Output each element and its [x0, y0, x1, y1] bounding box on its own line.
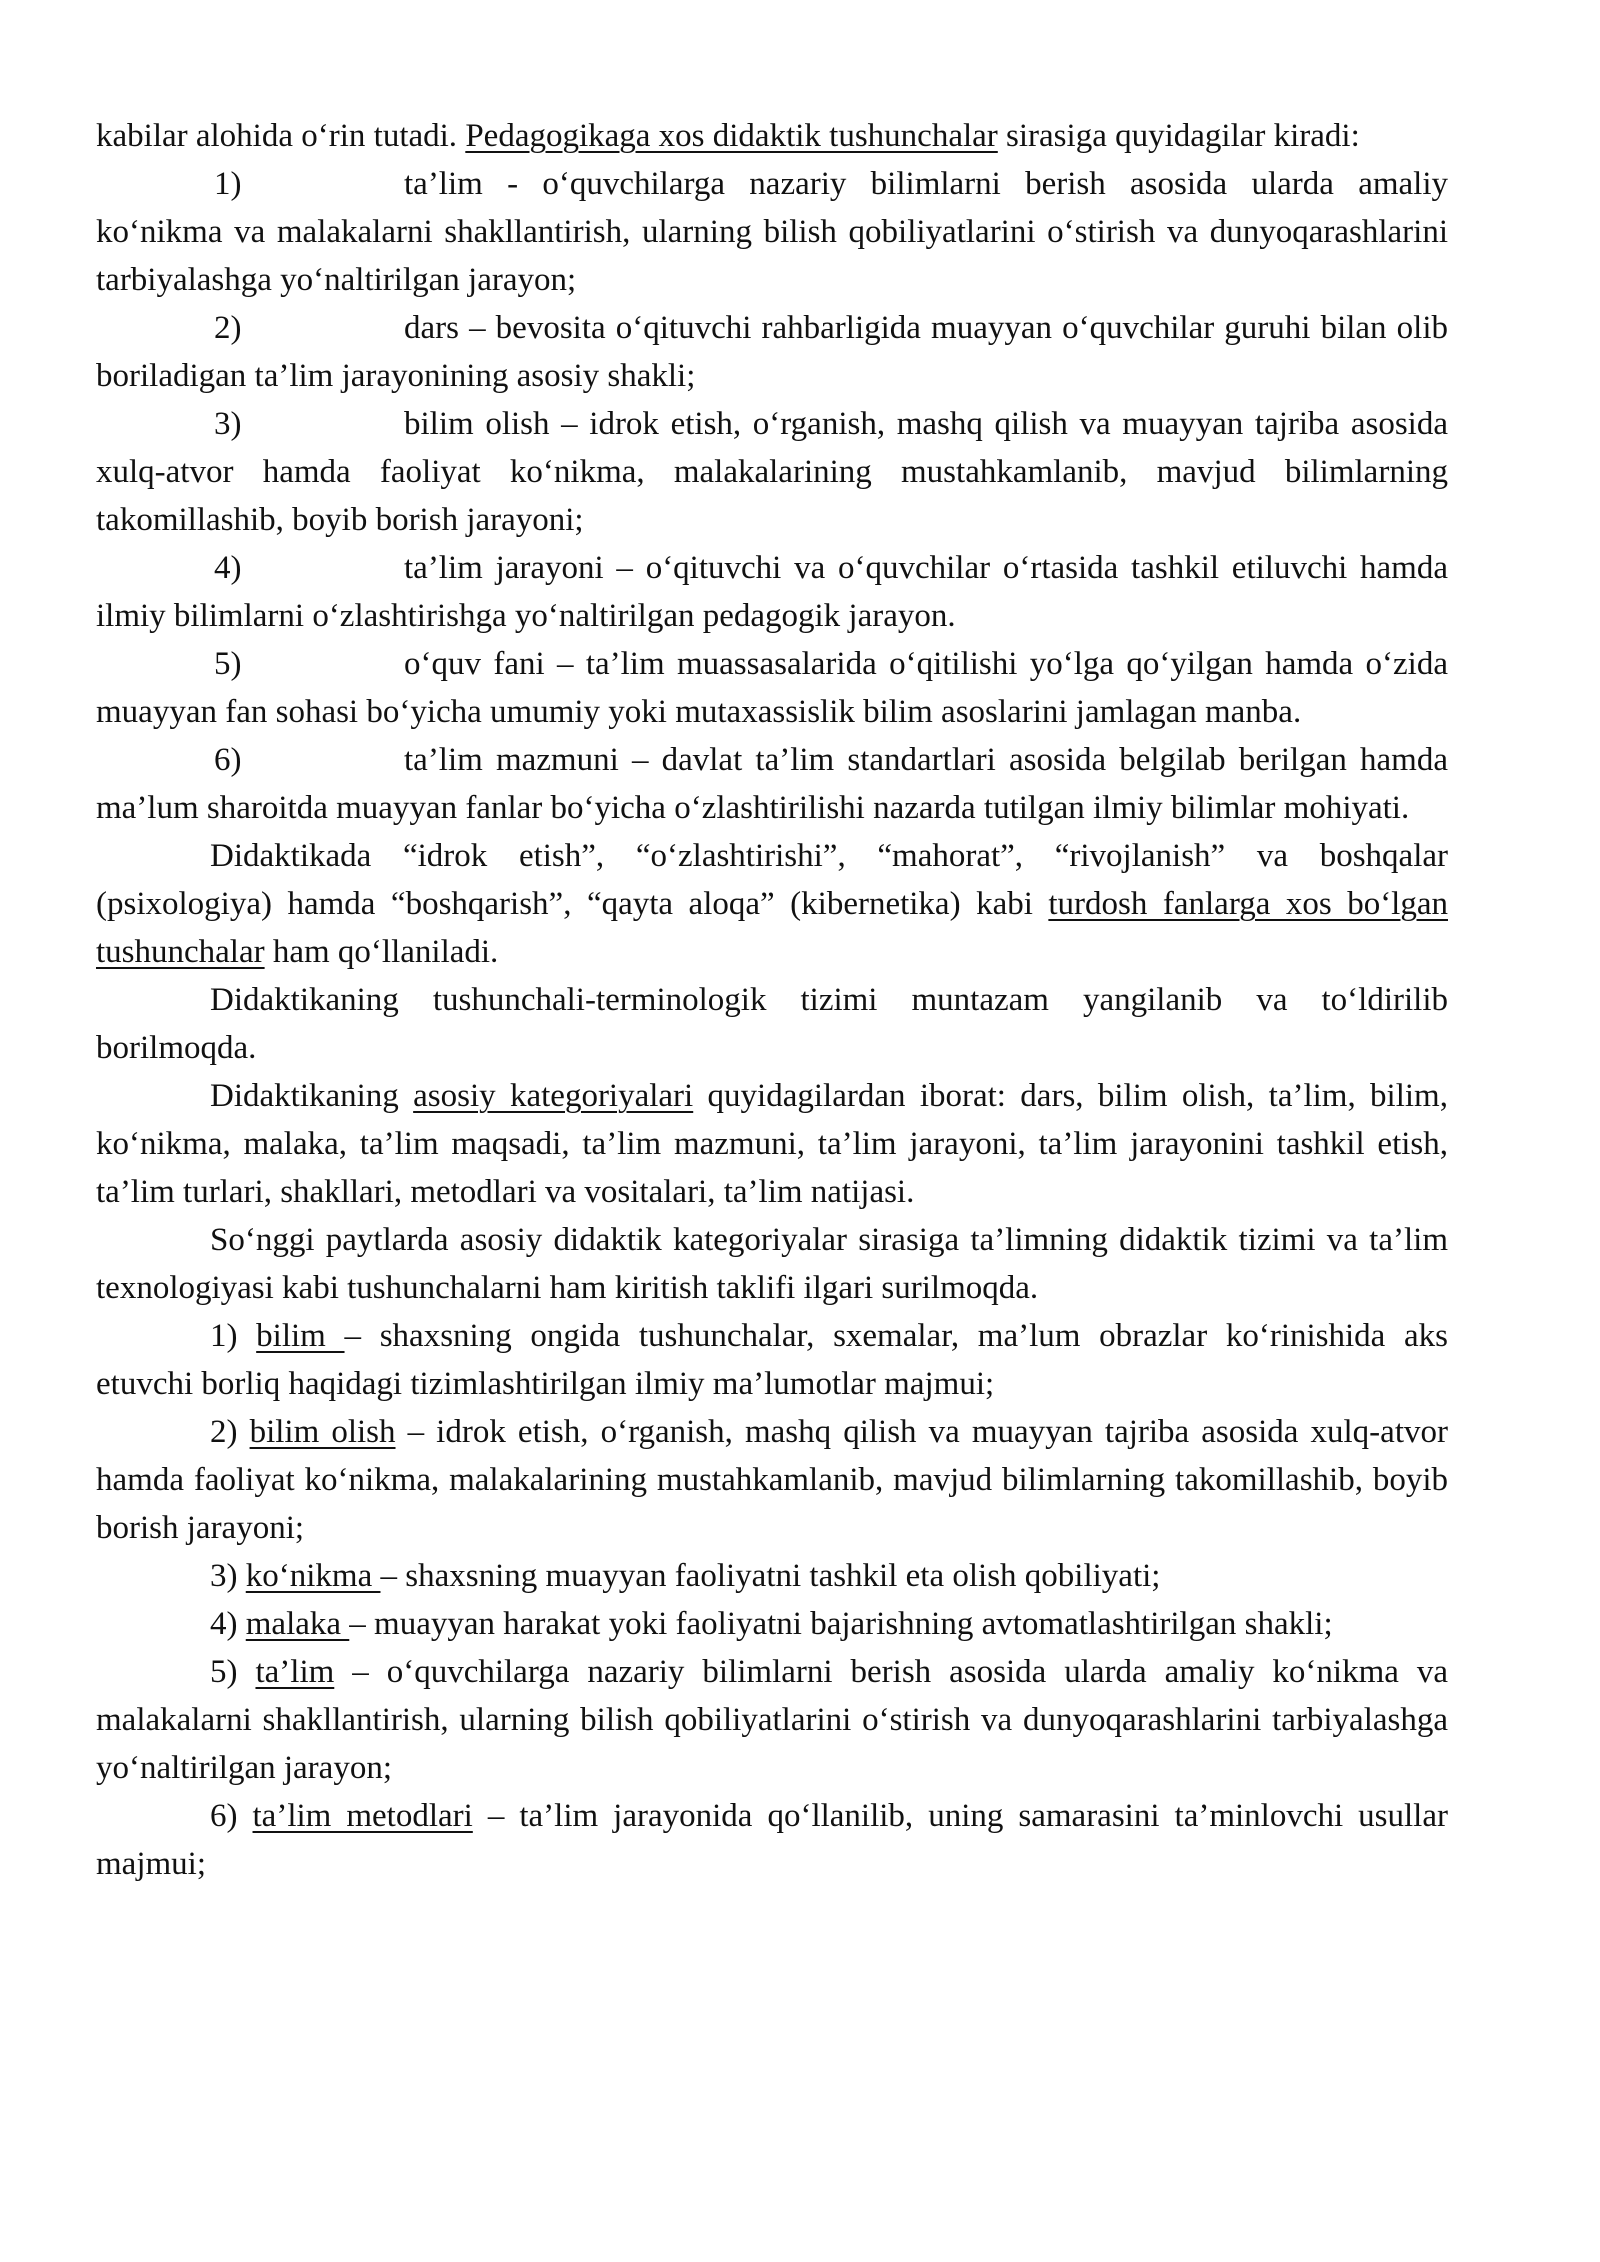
category-text: – shaxsning ongida tushunchalar, sxemalar, ma’lum obrazlar ko‘rinishida aks etuvchi borliq haqidagi tizimlashtirilgan ilmiy ma’lumotlar majmui;: [96, 1318, 1448, 1402]
category-number: 3): [210, 1558, 246, 1594]
category-term: ta’lim metodlari: [252, 1798, 473, 1834]
related-text-after: ham qo‘llaniladi.: [264, 934, 499, 970]
category-term: bilim olish: [249, 1414, 396, 1450]
category-text: – idrok etish, o‘rganish, mashq qilish va muayyan tajriba asosida xulq-atvor hamda faoliyat ko‘nikma, malakalarining mustahkamlanib, mavjud bilimlarning takomillashib, boyib borish jarayoni;: [96, 1414, 1448, 1546]
category-definition: [96, 1408, 1448, 1552]
numbered-item: [96, 400, 1448, 544]
category-definition: [96, 1600, 1448, 1648]
item-number: 1): [214, 166, 242, 202]
recent-proposal-paragraph: So‘nggi paytlarda asosiy didaktik kategoriyalar sirasiga ta’limning didaktik tizimi va ta’lim texnologiyasi kabi tushunchalarni ham kiritish taklifi ilgari surilmoqda.: [96, 1222, 1448, 1306]
related-underlined-term: turdosh fanlarga xos bo‘lgan tushunchalar: [96, 886, 1448, 970]
category-text: – shaxsning muayyan faoliyatni tashkil eta olish qobiliyati;: [380, 1558, 1161, 1594]
item-text: o‘quv fani – ta’lim muassasalarida o‘qitilishi yo‘lga qo‘yilgan hamda o‘zida muayyan fan sohasi bo‘yicha umumiy yoki mutaxassislik bilim asoslarini jamlagan manba.: [96, 646, 1448, 730]
related-concepts-paragraph: [96, 832, 1448, 976]
intro-text-before: kabilar alohida o‘rin tutadi.: [96, 118, 466, 154]
category-term: ko‘nikma: [245, 1558, 381, 1594]
item-number: 2): [214, 310, 242, 346]
intro-text-after: sirasiga quyidagilar kiradi:: [997, 118, 1360, 154]
item-text: bilim olish – idrok etish, o‘rganish, mashq qilish va muayyan tajriba asosida xulq-atvor hamda faoliyat ko‘nikma, malakalarining mustahkamlanib, mavjud bilimlarning takomillashib, boyib borish jarayoni;: [96, 406, 1448, 538]
category-definition: [96, 1792, 1448, 1888]
numbered-item: [96, 304, 1448, 400]
category-term: bilim: [256, 1318, 345, 1354]
category-number: 6): [210, 1798, 253, 1834]
category-term: malaka: [245, 1606, 350, 1642]
categories-text-after: quyidagilardan iborat: dars, bilim olish, ta’lim, bilim, ko‘nikma, malaka, ta’lim maqsadi, ta’lim mazmuni, ta’lim jarayoni, ta’lim jarayonini tashkil etish, ta’lim turlari, shakllari, metodlari va vositalari, ta’lim natijasi.: [96, 1078, 1448, 1210]
categories-underlined-term: asosiy kategoriyalari: [413, 1078, 694, 1114]
category-text: – ta’lim jarayonida qo‘llanilib, uning samarasini ta’minlovchi usullar majmui;: [96, 1798, 1448, 1882]
numbered-item: [96, 640, 1448, 736]
category-definition: [96, 1312, 1448, 1408]
category-definition: [96, 1648, 1448, 1792]
item-text: ta’lim mazmuni – davlat ta’lim standartlari asosida belgilab berilgan hamda ma’lum sharoitda muayyan fanlar bo‘yicha o‘zlashtirilishi nazarda tutilgan ilmiy bilimlar mohiyati.: [96, 742, 1448, 826]
item-text: dars – bevosita o‘qituvchi rahbarligida muayyan o‘quvchilar guruhi bilan olib boriladigan ta’lim jarayonining asosiy shakli;: [96, 310, 1448, 394]
category-number: 5): [210, 1654, 256, 1690]
category-text: – o‘quvchilarga nazariy bilimlarni berish asosida ularda amaliy ko‘nikma va malakalarni shakllantirish, ularning bilish qobiliyatlarini o‘stirish va dunyoqarashlarini tarbiyalashga yo‘naltirilgan jarayon;: [96, 1654, 1448, 1786]
item-number: 5): [214, 646, 242, 682]
category-number: 2): [210, 1414, 250, 1450]
category-text: – muayyan harakat yoki faoliyatni bajarishning avtomatlashtirilgan shakli;: [349, 1606, 1333, 1642]
categories-paragraph: [96, 1072, 1448, 1216]
item-text: ta’lim - o‘quvchilarga nazariy bilimlarni berish asosida ularda amaliy ko‘nikma va malakalarni shakllantirish, ularning bilish qobiliyatlarini o‘stirish va dunyoqarashlarini tarbiyalashga yo‘naltirilgan jarayon;: [96, 166, 1448, 298]
intro-paragraph: [96, 112, 1448, 160]
item-number: 3): [214, 406, 242, 442]
numbered-item: [96, 160, 1448, 304]
category-term: ta’lim: [255, 1654, 335, 1690]
item-number: 4): [214, 550, 242, 586]
intro-underlined-term: Pedagogikaga xos didaktik tushunchalar: [465, 118, 998, 154]
document-page: [96, 112, 1448, 1888]
numbered-item: [96, 736, 1448, 832]
category-number: 1): [210, 1318, 257, 1354]
numbered-item: [96, 544, 1448, 640]
item-number: 6): [214, 742, 242, 778]
categories-text-before: Didaktikaning: [210, 1078, 414, 1114]
related-text-before: Didaktikada “idrok etish”, “o‘zlashtirishi”, “mahorat”, “rivojlanish” va boshqalar (psixologiya) hamda “boshqarish”, “qayta aloqa” (kibernetika) kabi: [96, 838, 1448, 922]
category-definition: [96, 1552, 1448, 1600]
terminology-paragraph: Didaktikaning tushunchali-terminologik tizimi muntazam yangilanib va to‘ldirilib borilmoqda.: [96, 982, 1448, 1066]
item-text: ta’lim jarayoni – o‘qituvchi va o‘quvchilar o‘rtasida tashkil etiluvchi hamda ilmiy bilimlarni o‘zlashtirishga yo‘naltirilgan pedagogik jarayon.: [96, 550, 1448, 634]
category-number: 4): [210, 1606, 246, 1642]
